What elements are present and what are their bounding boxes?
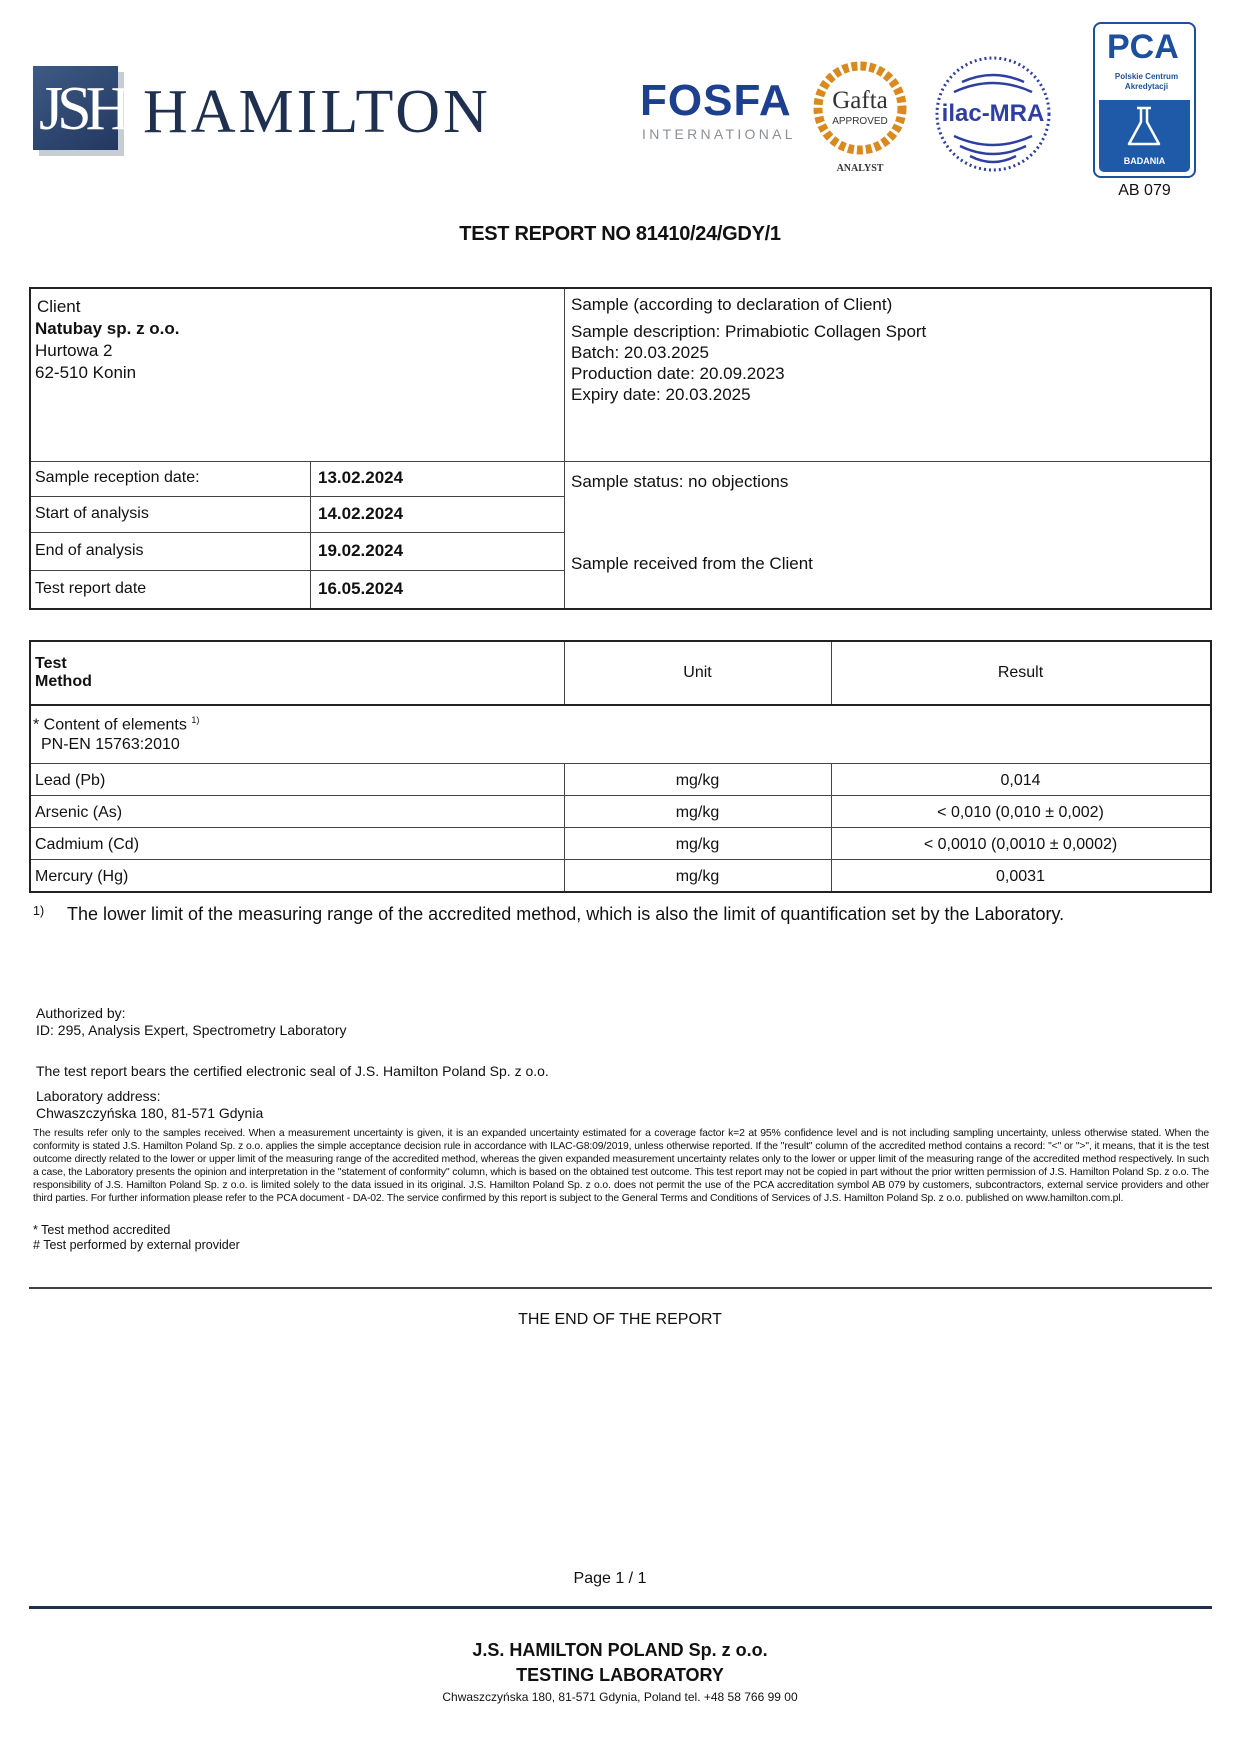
dates-divider	[310, 461, 311, 608]
fosfa-logo	[640, 78, 800, 148]
authorized-person: ID: 295, Analysis Expert, Spectrometry Laboratory	[36, 1022, 347, 1038]
row-unit: mg/kg	[675, 868, 720, 885]
gafta-laurel-icon	[808, 58, 913, 176]
date-value: 19.02.2024	[318, 541, 404, 560]
sample-description: Sample description: Primabiotic Collagen Sport	[571, 322, 927, 341]
client-address-line: 62-510 Konin	[35, 363, 137, 382]
footnote-text: The lower limit of the measuring range of the accredited method, which is also the limit of quantification set by the Laboratory.	[67, 904, 1065, 924]
end-divider	[29, 1287, 1212, 1289]
footer-company: J.S. HAMILTON POLAND Sp. z o.o.	[472, 1640, 768, 1660]
date-label: End of analysis	[35, 542, 144, 559]
info-box	[29, 287, 1212, 610]
ilac-globe-icon	[932, 52, 1054, 176]
pca-wordmark: PCA	[1107, 28, 1179, 66]
hamilton-wordmark: HAMILTON	[143, 78, 491, 146]
table-divider	[31, 859, 1210, 860]
row-result: 0,014	[1000, 772, 1041, 789]
seal-statement: The test report bears the certified electronic seal of J.S. Hamilton Poland Sp. z o.o.	[36, 1063, 549, 1079]
date-label: Test report date	[35, 580, 147, 597]
table-divider	[31, 704, 1210, 706]
client-heading: Client	[37, 297, 81, 316]
sample-received-from: Sample received from the Client	[571, 554, 813, 573]
date-label: Sample reception date:	[35, 469, 200, 486]
gafta-logo	[808, 58, 913, 176]
gafta-approved: APPROVED	[832, 116, 888, 127]
sample-batch: Batch: 20.03.2025	[571, 343, 710, 362]
info-divider	[564, 289, 565, 608]
pca-logo	[1093, 22, 1196, 178]
sample-status: Sample status: no objections	[571, 472, 789, 491]
legend-external: # Test performed by external provider	[33, 1238, 240, 1252]
row-name: Arsenic (As)	[35, 804, 123, 821]
ilac-wordmark: ilac-MRA	[941, 100, 1045, 127]
results-table	[29, 640, 1212, 893]
row-result: 0,0031	[996, 868, 1045, 885]
gafta-role: ANALYST	[836, 163, 884, 174]
group-method: PN-EN 15763:2010	[41, 736, 180, 753]
row-unit: mg/kg	[675, 772, 720, 789]
dates-divider	[31, 496, 564, 497]
group-label: * Content of elements $^{1)}$	[33, 715, 200, 734]
row-name: Lead (Pb)	[35, 772, 106, 789]
footer-lab: TESTING LABORATORY	[516, 1665, 724, 1685]
disclaimer: The results refer only to the samples received. When a measurement uncertainty is given, it is an expanded uncertainty estimated for a coverage factor k=2 at 95% confidence level and is not including sampling uncertainty, unless otherwise stated. When the conformity is stated J.S. Hamilton Poland Sp. z o.o. applies the simple acceptance decision rule in accordance with ILAC-G8:09/2019, unless otherwise reported. If the "result" column of the accredited method contains a record: "<" or ">", it means, that it is the test outcome directly related to the lower or upper limit of the measuring range of the accredited method, whereas the given expanded measurement uncertainty relates only to the lower or upper limit of the measuring range of the accredited method respectively. In such a case, the Laboratory presents the opinion and interpretation in the "statement of conformity" column, which is based on the obtained test outcome. This test report may not be copied in part without the prior written permission of J.S. Hamilton Poland Sp. z o.o. The responsibility of J.S. Hamilton Poland Sp. z o.o. is limited solely to the data issued in its original. J.S. Hamilton Poland Sp. z o.o. does not permit the use of the PCA accreditation symbol AB 079 by customers, subcontractors, external service providers and other third parties. For further information please refer to the PCA document - DA-02. The service confirmed by this report is subject to the General Terms and Conditions of Services of J.S. Hamilton Poland Sp. z o.o. published on www.hamilton.com.pl.	[33, 1128, 1209, 1204]
authorized-label: Authorized by:	[36, 1005, 126, 1021]
header-unit: Unit	[683, 664, 712, 681]
hamilton-monogram: JSH	[33, 66, 118, 150]
header-result: Result	[997, 664, 1044, 681]
date-value: 16.05.2024	[318, 579, 404, 598]
info-divider	[31, 461, 1210, 462]
date-value: 13.02.2024	[318, 468, 404, 487]
pca-subtitle: Polskie Centrum Akredytacji	[1114, 72, 1179, 91]
pca-badge: BADANIA	[1123, 156, 1166, 166]
ilac-mra-logo	[932, 52, 1054, 176]
row-name: Mercury (Hg)	[35, 868, 129, 885]
accreditation-code: AB 079	[1118, 182, 1171, 199]
footer-address: Chwaszczyńska 180, 81-571 Gdynia, Poland tel. +48 58 766 99 00	[442, 1690, 798, 1704]
table-divider	[31, 827, 1210, 828]
legend-accredited: * Test method accredited	[33, 1223, 171, 1237]
table-divider	[31, 795, 1210, 796]
row-result: < 0,0010 (0,0010 ± 0,0002)	[923, 836, 1118, 853]
client-name: Natubay sp. z o.o.	[35, 319, 180, 338]
end-of-report: THE END OF THE REPORT	[518, 1311, 722, 1328]
fosfa-wordmark: FOSFA	[640, 76, 792, 125]
gafta-wordmark: Gafta	[832, 87, 888, 114]
sample-heading: Sample (according to declaration of Client)	[571, 295, 893, 314]
sample-expiry-date: Expiry date: 20.03.2025	[571, 385, 751, 404]
flask-icon	[1099, 100, 1190, 156]
dates-divider	[31, 532, 564, 533]
header-test: Test	[35, 655, 67, 672]
lab-address-label: Laboratory address:	[36, 1088, 161, 1104]
table-divider	[31, 763, 1210, 764]
footer-divider	[29, 1606, 1212, 1609]
date-label: Start of analysis	[35, 505, 149, 522]
row-unit: mg/kg	[675, 804, 720, 821]
row-name: Cadmium (Cd)	[35, 836, 140, 853]
report-title: TEST REPORT NO 81410/24/GDY/1	[459, 223, 781, 245]
header-method: Method	[35, 673, 92, 690]
client-address-line: Hurtowa 2	[35, 341, 113, 360]
sample-production-date: Production date: 20.09.2023	[571, 364, 785, 383]
dates-divider	[31, 570, 564, 571]
row-result: < 0,010 (0,010 ± 0,002)	[937, 804, 1104, 821]
hamilton-logo	[33, 66, 493, 160]
page-number: Page 1 / 1	[573, 1570, 647, 1587]
date-value: 14.02.2024	[318, 504, 404, 523]
fosfa-subtitle: INTERNATIONAL	[642, 126, 796, 142]
lab-address: Chwaszczyńska 180, 81-571 Gdynia	[36, 1105, 264, 1121]
footnote-mark: 1)	[33, 904, 45, 918]
row-unit: mg/kg	[675, 836, 720, 853]
